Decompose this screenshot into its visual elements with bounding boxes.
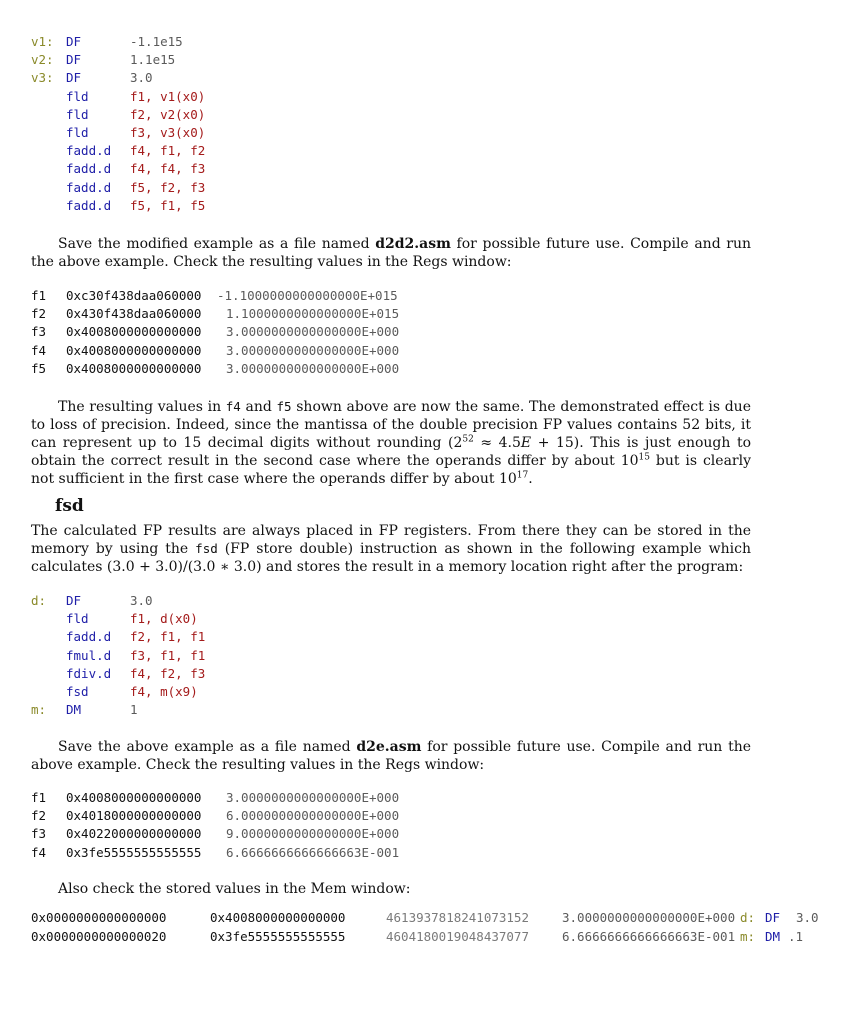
code-opcode: fadd.d bbox=[66, 179, 112, 195]
code-args: f5, f1, f5 bbox=[130, 197, 206, 213]
code-args: f4, f2, f3 bbox=[130, 665, 206, 681]
register-value: 3.0000000000000000E+000 bbox=[226, 324, 400, 340]
register-value: 3.0000000000000000E+000 bbox=[226, 360, 400, 376]
register-name: f4 bbox=[31, 844, 47, 860]
math-symbol: E bbox=[520, 435, 532, 451]
register-hex: 0xc30f438daa060000 bbox=[66, 288, 202, 303]
register-value: 6.0000000000000000E+000 bbox=[226, 808, 400, 824]
code-args: 1.1e15 bbox=[130, 52, 176, 68]
code-args: 3.0 bbox=[130, 70, 153, 86]
register-hex: 0x4008000000000000 bbox=[66, 360, 202, 376]
register-value: -1.1000000000000000E+015 bbox=[217, 288, 398, 303]
register-name: f3 bbox=[31, 324, 47, 340]
code-opcode: DF bbox=[66, 593, 82, 608]
paragraph-text: The resulting values in bbox=[58, 399, 226, 415]
memory-address: 0x0000000000000000 bbox=[31, 910, 167, 925]
register-value: 1.1000000000000000E+015 bbox=[226, 306, 400, 322]
paragraph-fsd-description bbox=[31, 522, 751, 576]
register-name: f4 bbox=[31, 342, 47, 358]
code-label: v3: bbox=[31, 70, 54, 86]
memory-source-label: m: bbox=[740, 929, 756, 944]
register-hex: 0x3fe5555555555555 bbox=[66, 844, 202, 860]
memory-value: 3.0000000000000000E+000 bbox=[562, 910, 736, 925]
paragraph-save-d2d2 bbox=[31, 235, 751, 271]
paragraph-text: + 15). This is just enough to obtain the correct result in the second case where the operands differ by about 10 bbox=[31, 435, 751, 469]
memory-hex: 0x4008000000000000 bbox=[210, 910, 346, 925]
code-opcode: fdiv.d bbox=[66, 665, 112, 681]
inline-code: fsd bbox=[195, 541, 218, 556]
register-name: f1 bbox=[31, 288, 47, 303]
code-opcode: fld bbox=[66, 88, 89, 104]
code-opcode: fld bbox=[66, 611, 89, 627]
code-opcode: fadd.d bbox=[66, 143, 112, 159]
code-args: 3.0 bbox=[130, 593, 153, 608]
code-args: f2, v2(x0) bbox=[130, 106, 206, 122]
register-name: f1 bbox=[31, 790, 47, 805]
memory-address: 0x0000000000000020 bbox=[31, 929, 167, 944]
code-label: d: bbox=[31, 593, 47, 608]
paragraph-text: for possible future use. Compile and run the above example. Check the resulting values in the Regs window: bbox=[31, 236, 752, 270]
code-args: f3, v3(x0) bbox=[130, 125, 206, 140]
inline-code: f4 bbox=[225, 399, 241, 414]
superscript: 15 bbox=[638, 452, 650, 463]
register-hex: 0x4018000000000000 bbox=[66, 808, 202, 824]
code-args: f3, f1, f1 bbox=[130, 647, 206, 663]
memory-source-arg: 3.0 bbox=[796, 910, 819, 925]
register-value: 9.0000000000000000E+000 bbox=[226, 826, 400, 842]
code-opcode: DF bbox=[66, 52, 82, 68]
paragraph-text: shown above are now the same. The demonstrated effect is due to loss of precision. Indeed, since the mantissa of the double precision FP values contains 52 bits, it can represent up to 15 decimal digits without rounding (2 bbox=[31, 399, 751, 451]
memory-source-op: DF bbox=[765, 910, 781, 925]
filename: d2e.asm bbox=[356, 739, 422, 755]
memory-hex: 0x3fe5555555555555 bbox=[210, 929, 346, 944]
register-name: f2 bbox=[31, 808, 47, 824]
code-opcode: fadd.d bbox=[66, 629, 112, 645]
register-hex: 0x4008000000000000 bbox=[66, 324, 202, 340]
memory-source-label: d: bbox=[740, 910, 756, 925]
code-opcode: fld bbox=[66, 125, 89, 140]
code-opcode: fld bbox=[66, 106, 89, 122]
paragraph-text: but is clearly not sufficient in the first case where the operands differ by about 10 bbox=[31, 453, 751, 487]
code-opcode: fadd.d bbox=[66, 161, 112, 177]
paragraph-text: (FP store double) instruction as shown in the following example which calculates (3.0 + 3.0)/(3.0 ∗ 3.0) and stores the result in a memory location right after the program: bbox=[31, 541, 752, 575]
paragraph-text: Save the above example as a file named bbox=[58, 739, 357, 755]
code-args: f5, f2, f3 bbox=[130, 179, 206, 195]
code-label: m: bbox=[31, 702, 47, 718]
code-opcode: DF bbox=[66, 70, 82, 86]
code-args: f4, f4, f3 bbox=[130, 161, 206, 177]
register-hex: 0x4008000000000000 bbox=[66, 342, 202, 358]
paragraph-text: and bbox=[240, 399, 277, 415]
code-args: 1 bbox=[130, 702, 138, 718]
inline-code: f5 bbox=[276, 399, 292, 414]
register-value: 6.6666666666666663E-001 bbox=[226, 844, 400, 860]
memory-decimal: 4613937818241073152 bbox=[386, 910, 529, 925]
paragraph-text: for possible future use. Compile and run the above example. Check the resulting values in the Regs window: bbox=[31, 739, 751, 773]
section-heading-fsd: fsd bbox=[55, 496, 84, 516]
code-opcode: DM bbox=[66, 702, 82, 718]
code-args: f4, m(x9) bbox=[130, 684, 198, 699]
paragraph-save-d2e bbox=[31, 738, 751, 774]
code-opcode: fmul.d bbox=[66, 647, 112, 663]
register-hex: 0x4022000000000000 bbox=[66, 826, 202, 842]
register-value: 3.0000000000000000E+000 bbox=[226, 342, 400, 358]
code-label: v1: bbox=[31, 34, 54, 49]
register-name: f2 bbox=[31, 306, 47, 322]
code-args: f2, f1, f1 bbox=[130, 629, 206, 645]
register-hex: 0x4008000000000000 bbox=[66, 790, 202, 805]
register-hex: 0x430f438daa060000 bbox=[66, 306, 202, 322]
filename: d2d2.asm bbox=[375, 236, 451, 252]
superscript: 52 bbox=[462, 434, 474, 445]
memory-source-op: DM bbox=[765, 929, 781, 944]
paragraph-text: The calculated FP results are always placed in FP registers. From there they can be stored in the memory by using the bbox=[31, 523, 751, 557]
memory-value: 6.6666666666666663E-001 bbox=[562, 929, 736, 944]
paragraph-text: . bbox=[528, 471, 533, 487]
code-label: v2: bbox=[31, 52, 54, 68]
register-value: 3.0000000000000000E+000 bbox=[226, 790, 400, 805]
code-args: -1.1e15 bbox=[130, 34, 183, 49]
memory-source-arg: .1 bbox=[788, 929, 804, 944]
code-args: f1, d(x0) bbox=[130, 611, 198, 627]
paragraph-text: ≈ 4.5 bbox=[473, 435, 521, 451]
code-opcode: DF bbox=[66, 34, 82, 49]
paragraph-precision bbox=[31, 398, 751, 488]
code-args: f1, v1(x0) bbox=[130, 88, 206, 104]
code-args: f4, f1, f2 bbox=[130, 143, 206, 159]
register-name: f3 bbox=[31, 826, 47, 842]
memory-decimal: 4604180019048437077 bbox=[386, 929, 529, 944]
code-opcode: fsd bbox=[66, 684, 89, 699]
superscript: 17 bbox=[516, 470, 529, 481]
register-name: f5 bbox=[31, 360, 47, 376]
code-opcode: fadd.d bbox=[66, 197, 112, 213]
paragraph-mem-window: Also check the stored values in the Mem window: bbox=[58, 881, 411, 897]
paragraph-text: Save the modified example as a file named bbox=[58, 236, 376, 252]
